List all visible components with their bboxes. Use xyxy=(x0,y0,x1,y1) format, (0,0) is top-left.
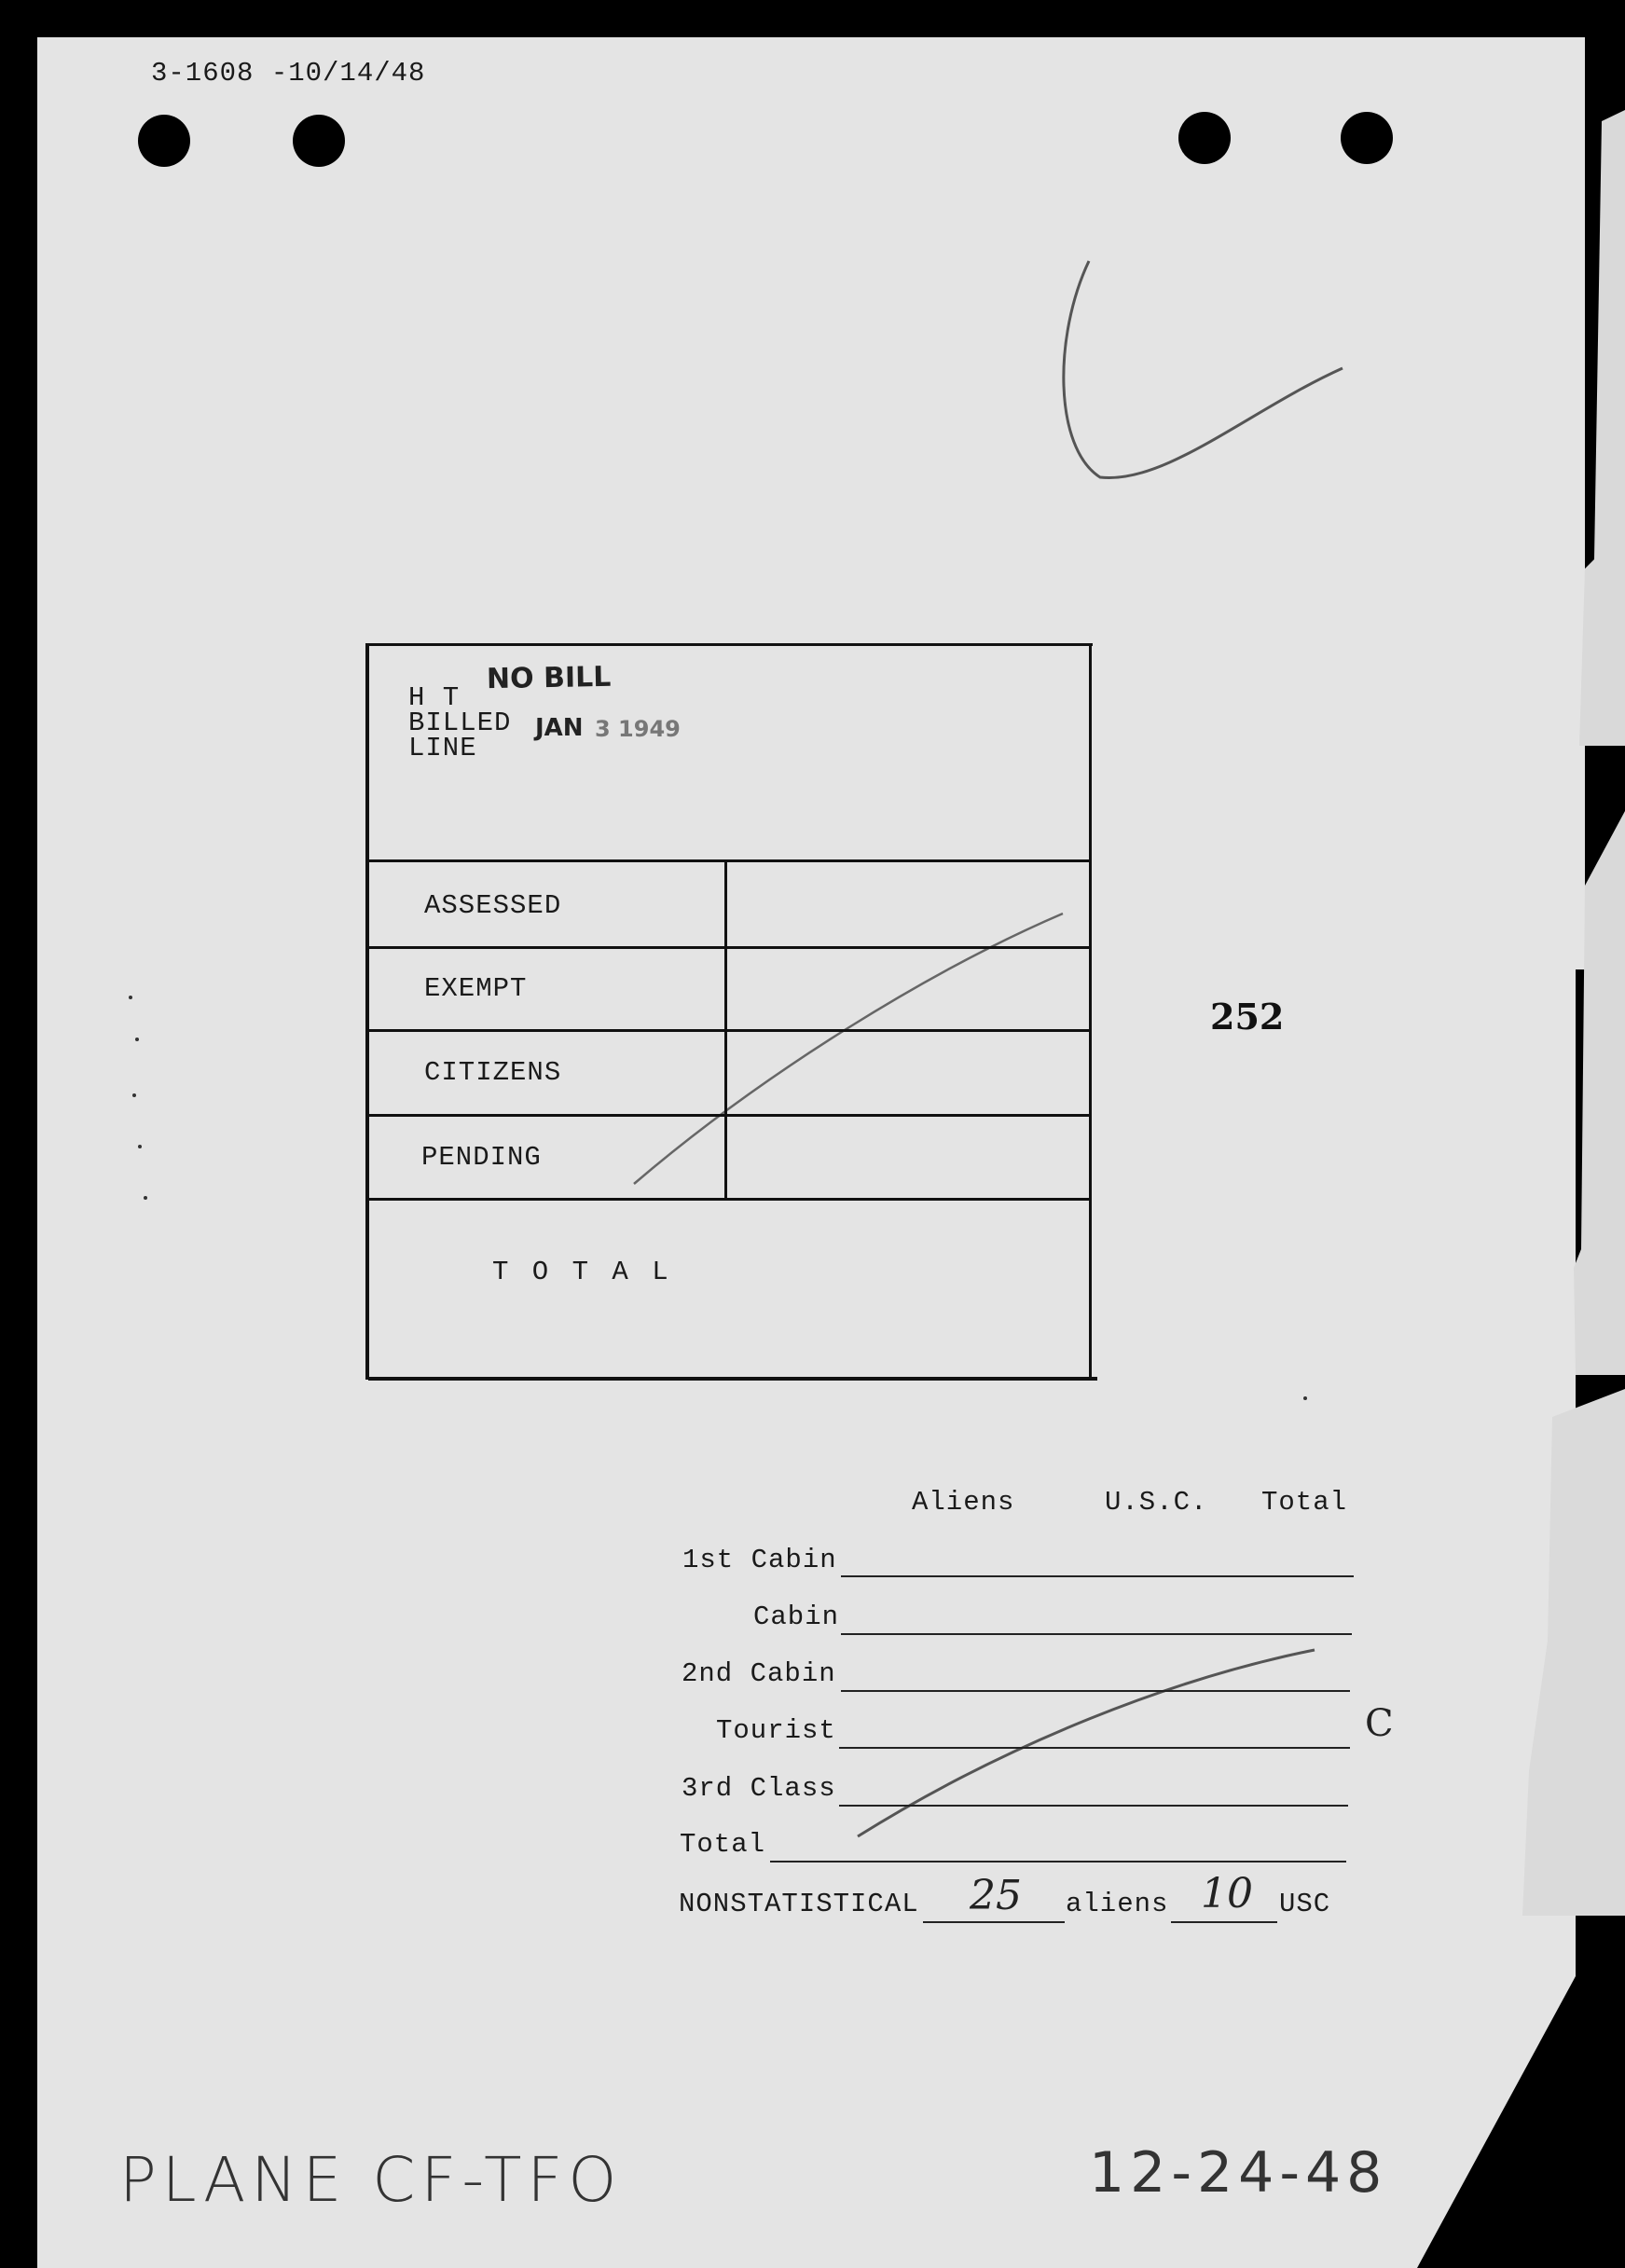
box-border-right xyxy=(1089,643,1092,1380)
handwritten-plane: PLANE CF-TFO xyxy=(119,2144,623,2216)
row-exempt: EXEMPT xyxy=(424,973,528,1004)
row-1st-cabin-line xyxy=(841,1575,1354,1577)
row-3rd-class-line xyxy=(839,1805,1348,1807)
no-bill-stamp: NO BILL xyxy=(486,660,612,696)
row-2nd-cabin-line xyxy=(841,1690,1350,1692)
form-reference: 3-1608 -10/14/48 xyxy=(151,58,426,89)
stamp-date-month: JAN xyxy=(535,714,584,742)
nonstatistical-aliens-line xyxy=(923,1921,1065,1923)
box-row-line xyxy=(369,1198,1089,1201)
header-usc: U.S.C. xyxy=(1105,1487,1208,1518)
nonstatistical-aliens-value: 25 xyxy=(970,1872,1022,1919)
speck xyxy=(1303,1396,1307,1400)
row-2nd-cabin: 2nd Cabin xyxy=(682,1658,836,1689)
side-mark: C xyxy=(1365,1702,1394,1745)
speck xyxy=(135,1038,139,1041)
page-number: 252 xyxy=(1210,996,1285,1038)
punch-hole xyxy=(293,115,345,167)
row-3rd-class: 3rd Class xyxy=(682,1773,836,1804)
row-1st-cabin: 1st Cabin xyxy=(682,1545,837,1575)
row-total-line xyxy=(770,1861,1346,1863)
punch-hole xyxy=(1178,112,1231,164)
stamp-line-line: LINE xyxy=(408,733,477,763)
main-paper xyxy=(37,37,1585,2268)
punch-hole xyxy=(138,115,190,167)
nonstatistical-label: NONSTATISTICAL xyxy=(679,1889,919,1919)
row-tourist: Tourist xyxy=(716,1715,836,1746)
header-aliens: Aliens xyxy=(912,1487,1015,1518)
box-border-left xyxy=(365,643,369,1380)
header-total: Total xyxy=(1261,1487,1348,1518)
nonstatistical-usc-label: USC xyxy=(1279,1889,1331,1919)
box-row-line xyxy=(369,946,1089,949)
box-row-line xyxy=(369,1029,1089,1032)
speck xyxy=(138,1145,142,1148)
box-total-label: T O T A L xyxy=(492,1257,672,1287)
nonstatistical-usc-line xyxy=(1171,1921,1277,1923)
handwritten-date: 12-24-48 xyxy=(1089,2140,1388,2206)
row-cabin: Cabin xyxy=(753,1601,840,1632)
box-column-divider xyxy=(724,859,727,1198)
nonstatistical-usc-value: 10 xyxy=(1201,1870,1253,1917)
row-citizens: CITIZENS xyxy=(424,1057,562,1088)
speck xyxy=(129,996,132,999)
speck xyxy=(132,1093,136,1097)
stamp-line-billed: BILLED xyxy=(408,708,512,738)
punch-hole xyxy=(1341,112,1393,164)
row-pending: PENDING xyxy=(421,1142,542,1173)
stamp-line-ht: H T xyxy=(408,682,461,713)
row-total: Total xyxy=(680,1829,766,1860)
box-border-top xyxy=(365,643,1093,646)
box-row-line xyxy=(369,859,1089,862)
row-assessed: ASSESSED xyxy=(424,890,562,921)
box-row-line xyxy=(369,1114,1089,1117)
row-tourist-line xyxy=(839,1747,1350,1749)
box-border-bottom xyxy=(368,1377,1097,1381)
nonstatistical-aliens-label: aliens xyxy=(1066,1889,1169,1919)
side-strip-top xyxy=(1579,110,1625,746)
stamp-date-rest: 3 1949 xyxy=(595,716,681,742)
speck xyxy=(144,1196,147,1200)
row-cabin-line xyxy=(841,1633,1352,1635)
